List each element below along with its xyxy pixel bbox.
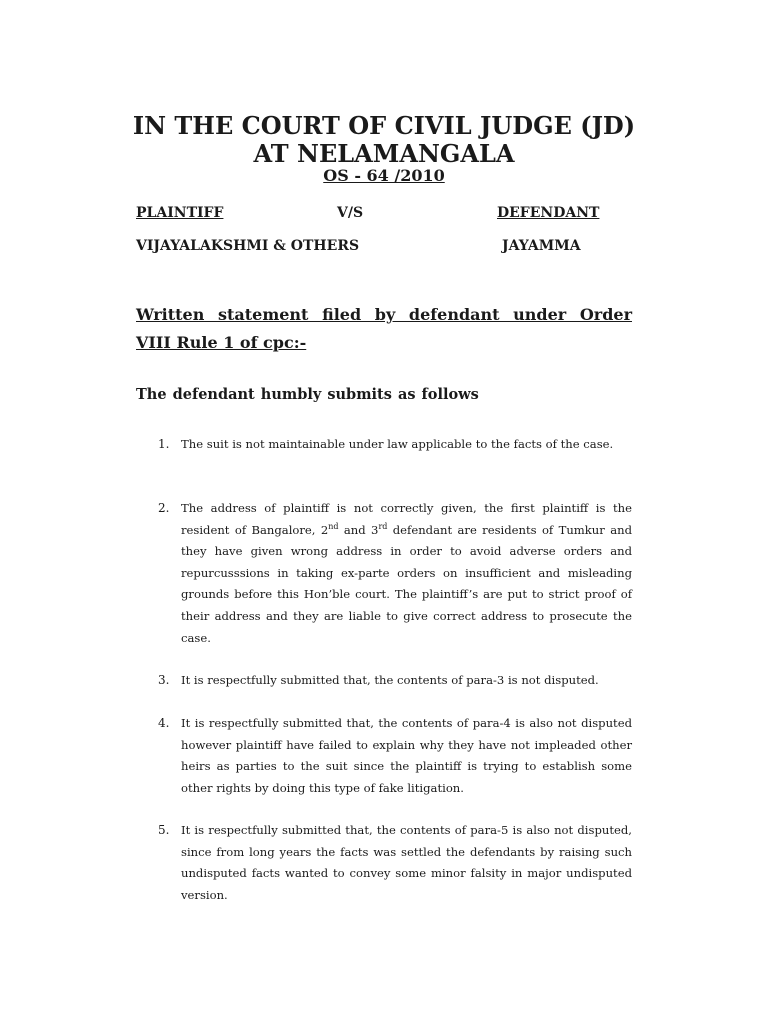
item-number: 3.: [158, 673, 170, 687]
court-location: AT NELAMANGALA: [253, 139, 515, 168]
item-text: The suit is not maintainable under law applicable to the facts of the case.: [181, 437, 614, 451]
ordinal-suffix: nd: [328, 521, 339, 531]
case-number: OS - 64 /2010: [323, 166, 445, 185]
item-text: It is respectfully submitted that, the contents of para-5 is also not disputed, since from long years the facts was settled the defendants by raising such undisputed facts wanted to convey some minor falsity in major undisputed version.: [181, 823, 632, 902]
item-text: It is respectfully submitted that, the contents of para-3 is not disputed.: [181, 673, 599, 687]
item-number: 1.: [158, 437, 170, 451]
plaintiff-name: VIJAYALAKSHMI & OTHERS: [136, 238, 360, 254]
item-text-part: defendant are residents of Tumkur and they have given wrong address in order to avoid adverse orders and repurcusssions in taking ex-parte orders on insufficient and misleading grounds before this Hon’ble court. The plaintiff’s are put to strict proof of their address and they are liable to give correct address to prosecute the case.: [181, 522, 632, 645]
item-text-part: and 3: [338, 522, 379, 537]
defendant-label: DEFENDANT: [497, 205, 600, 221]
item-number: 2.: [158, 501, 170, 515]
ordinal-suffix: rd: [378, 521, 388, 531]
item-text-part: The address of plaintiff is not correctly given, the first plaintiff is the resident of Bangalore, 2: [181, 501, 632, 537]
intro-statement: The defendant humbly submits as follows: [136, 386, 479, 403]
plaintiff-label: PLAINTIFF: [136, 205, 224, 221]
written-statement-heading: [136, 301, 632, 357]
heading-line-1: Written statement filed by defendant under Order: [136, 305, 632, 324]
versus-label: V/S: [337, 205, 364, 221]
heading-line-2: VIII Rule 1 of cpc:-: [136, 333, 307, 352]
item-text: [181, 498, 632, 649]
item-text: It is respectfully submitted that, the contents of para-4 is also not disputed however plaintiff have failed to explain why they have not impleaded other heirs as parties to the suit since the plaintiff is trying to establish some other rights by doing this type of fake litigation.: [181, 716, 632, 795]
court-title: IN THE COURT OF CIVIL JUDGE (JD): [132, 111, 636, 140]
item-number: 5.: [158, 823, 170, 837]
item-number: 4.: [158, 716, 170, 730]
defendant-name: JAYAMMA: [502, 238, 581, 254]
